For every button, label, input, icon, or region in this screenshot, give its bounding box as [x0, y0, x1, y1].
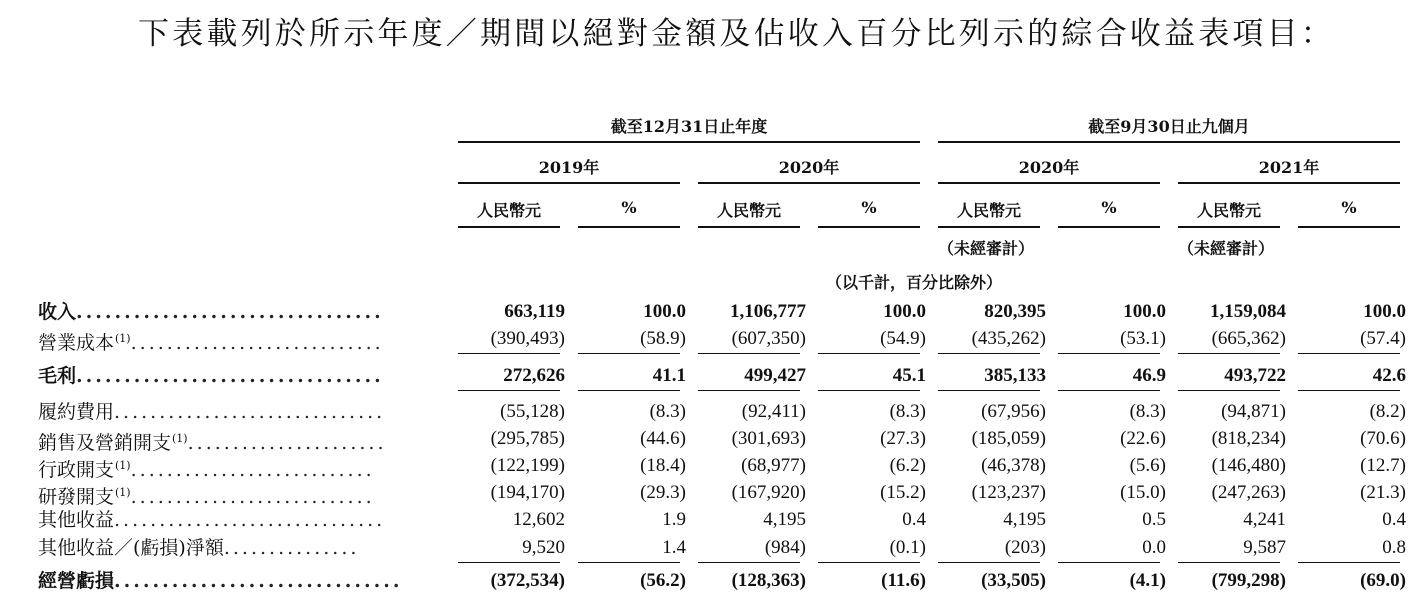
- unit-note: （以千計，百分比除外）: [826, 273, 1003, 292]
- cell-rmb-2020-nine: 820,395: [984, 301, 1046, 322]
- col-header-rmb: 人民幣元: [1196, 201, 1261, 220]
- cell-pct-2020: (15.2): [880, 482, 926, 503]
- col-rule: [698, 226, 800, 228]
- cell-pct-2020-nine: (22.6): [1120, 428, 1166, 449]
- col-rule: [1058, 226, 1160, 228]
- cell-pct-2019: 1.4: [662, 537, 686, 558]
- cell-rmb-2021: (799,298): [1211, 570, 1286, 591]
- cell-pct-2021: 0.4: [1382, 509, 1406, 530]
- cell-pct-2020: 45.1: [892, 365, 926, 386]
- cell-pct-2020: 100.0: [883, 301, 926, 322]
- subtotal-rule: [1298, 390, 1400, 391]
- year-header-2021: 2021年: [1258, 158, 1320, 177]
- cell-pct-2020-nine: (8.3): [1129, 401, 1166, 422]
- group-rule-year-ended: [458, 141, 920, 143]
- row-label-text: 銷售及營銷開支: [38, 432, 172, 454]
- cell-rmb-2019: 663,119: [504, 301, 565, 322]
- cell-rmb-2020: (167,920): [731, 482, 806, 503]
- subtotal-rule: [578, 390, 680, 391]
- cell-pct-2020: (27.3): [880, 428, 926, 449]
- row-label: [38, 300, 384, 324]
- row-label: [38, 454, 375, 482]
- cell-rmb-2019: (122,199): [490, 455, 565, 476]
- cell-pct-2020: (8.3): [889, 401, 926, 422]
- cell-rmb-2020: 4,195: [763, 509, 806, 530]
- leader-dots: ............................: [130, 332, 384, 354]
- cell-rmb-2021: (665,362): [1211, 328, 1286, 349]
- cell-pct-2021: (8.2): [1369, 401, 1406, 422]
- unaudited-note: （未經審計）: [1178, 239, 1275, 258]
- leader-dots: ..............................: [114, 401, 386, 423]
- cell-pct-2020-nine: 0.0: [1142, 537, 1166, 558]
- cell-pct-2019: 1.9: [662, 509, 686, 530]
- cell-pct-2021: 100.0: [1363, 301, 1406, 322]
- subtotal-rule: [458, 562, 560, 563]
- cell-rmb-2020-nine: (123,237): [971, 482, 1046, 503]
- col-header-pct: %: [1341, 198, 1357, 217]
- cell-pct-2020-nine: 100.0: [1123, 301, 1166, 322]
- leader-dots: ...........................: [130, 459, 375, 481]
- cell-pct-2021: 42.6: [1372, 365, 1406, 386]
- cell-pct-2019: (8.3): [649, 401, 686, 422]
- year-header-2020-nine: 2020年: [1018, 158, 1080, 177]
- leader-dots: ................................: [76, 301, 384, 323]
- row-label-text: 毛利: [38, 365, 77, 387]
- subtotal-rule: [698, 353, 800, 354]
- cell-pct-2020: (54.9): [880, 328, 926, 349]
- group-rule-nine-months: [938, 141, 1400, 143]
- year-header-2019: 2019年: [538, 158, 600, 177]
- subtotal-rule: [578, 353, 680, 354]
- leader-dots: ......................: [187, 432, 387, 454]
- row-label-text: 營業成本: [38, 332, 115, 354]
- leader-dots: ..............................: [114, 570, 403, 592]
- cell-rmb-2020-nine: (185,059): [971, 428, 1046, 449]
- year-rule-2020: [698, 182, 920, 184]
- group-header-year-ended: 截至12月31日止年度: [610, 117, 768, 136]
- row-label: [38, 508, 385, 532]
- group-header-nine-months: 截至9月30日止九個月: [1088, 117, 1250, 136]
- subtotal-rule: [818, 390, 920, 391]
- cell-pct-2020: (6.2): [889, 455, 926, 476]
- cell-pct-2020-nine: (4.1): [1129, 570, 1166, 591]
- footnote-marker: (1): [172, 432, 188, 445]
- row-label: [38, 427, 386, 455]
- cell-rmb-2020: (128,363): [731, 570, 806, 591]
- subtotal-rule: [458, 390, 560, 391]
- row-label-text: 履約費用: [38, 401, 115, 423]
- subtotal-rule: [938, 562, 1040, 563]
- col-header-rmb: 人民幣元: [476, 201, 541, 220]
- col-header-rmb: 人民幣元: [956, 201, 1021, 220]
- cell-rmb-2020: (301,693): [731, 428, 806, 449]
- cell-pct-2019: 100.0: [643, 301, 686, 322]
- col-header-pct: %: [1101, 198, 1117, 217]
- cell-pct-2020-nine: 46.9: [1132, 365, 1166, 386]
- year-header-2020: 2020年: [778, 158, 840, 177]
- subtotal-rule: [698, 562, 800, 563]
- cell-pct-2019: (29.3): [640, 482, 686, 503]
- cell-rmb-2020-nine: 4,195: [1003, 509, 1046, 530]
- cell-pct-2021: (12.7): [1360, 455, 1406, 476]
- subtotal-rule: [938, 353, 1040, 354]
- cell-rmb-2021: (146,480): [1211, 455, 1286, 476]
- cell-rmb-2019: (295,785): [490, 428, 565, 449]
- cell-rmb-2019: 9,520: [522, 537, 565, 558]
- col-rule: [938, 226, 1040, 228]
- cell-pct-2020-nine: (15.0): [1120, 482, 1166, 503]
- subtotal-rule: [1178, 562, 1280, 563]
- cell-rmb-2019: (55,128): [500, 401, 565, 422]
- subtotal-rule: [578, 562, 680, 563]
- row-label: [38, 364, 384, 388]
- row-label-text: 收入: [38, 301, 77, 323]
- subtotal-rule: [818, 562, 920, 563]
- subtotal-rule: [698, 390, 800, 391]
- cell-pct-2019: (18.4): [640, 455, 686, 476]
- cell-rmb-2020-nine: 385,133: [984, 365, 1046, 386]
- intro-sentence: 下表載列於所示年度／期間以絕對金額及佔收入百分比列示的綜合收益表項目：: [138, 16, 1335, 52]
- row-label: [38, 400, 385, 424]
- cell-rmb-2021: (247,263): [1211, 482, 1286, 503]
- cell-rmb-2019: 12,602: [512, 509, 565, 530]
- cell-rmb-2021: 1,159,084: [1210, 301, 1286, 322]
- row-label-text: 經營虧損: [38, 570, 115, 592]
- cell-rmb-2020: 1,106,777: [730, 301, 806, 322]
- cell-rmb-2020-nine: (33,505): [981, 570, 1046, 591]
- cell-rmb-2021: (94,871): [1221, 401, 1286, 422]
- cell-pct-2020-nine: 0.5: [1142, 509, 1166, 530]
- cell-rmb-2020: 499,427: [744, 365, 806, 386]
- subtotal-rule: [1058, 353, 1160, 354]
- subtotal-rule: [1178, 353, 1280, 354]
- leader-dots: ...............: [223, 537, 360, 559]
- footnote-marker: (1): [115, 459, 131, 472]
- leader-dots: ..............................: [114, 509, 386, 531]
- col-rule: [458, 226, 560, 228]
- year-rule-2020-nine: [938, 182, 1160, 184]
- cell-pct-2021: (70.6): [1360, 428, 1406, 449]
- col-rule: [578, 226, 680, 228]
- cell-rmb-2020: (92,411): [741, 401, 806, 422]
- row-label: [38, 569, 402, 593]
- cell-rmb-2021: 9,587: [1243, 537, 1286, 558]
- row-label-text: 其他收益／(虧損)淨額: [38, 537, 224, 559]
- unaudited-note: （未經審計）: [938, 239, 1035, 258]
- row-label: [38, 536, 359, 560]
- cell-rmb-2020-nine: (203): [1004, 537, 1046, 558]
- cell-pct-2021: (21.3): [1360, 482, 1406, 503]
- cell-pct-2020: (11.6): [881, 570, 926, 591]
- cell-pct-2020-nine: (5.6): [1129, 455, 1166, 476]
- col-header-rmb: 人民幣元: [716, 201, 781, 220]
- col-header-pct: %: [621, 198, 637, 217]
- cell-rmb-2020: (607,350): [731, 328, 806, 349]
- cell-rmb-2020: (68,977): [741, 455, 806, 476]
- cell-pct-2021: (57.4): [1360, 328, 1406, 349]
- cell-rmb-2020-nine: (435,262): [971, 328, 1046, 349]
- cell-pct-2020: (0.1): [889, 537, 926, 558]
- cell-pct-2021: (69.0): [1360, 570, 1406, 591]
- cell-rmb-2020-nine: (46,378): [981, 455, 1046, 476]
- year-rule-2021: [1178, 182, 1400, 184]
- row-label-text: 行政開支: [38, 459, 115, 481]
- subtotal-rule: [1298, 562, 1400, 563]
- footnote-marker: (1): [115, 486, 131, 499]
- cell-pct-2021: 0.8: [1382, 537, 1406, 558]
- cell-rmb-2021: (818,234): [1211, 428, 1286, 449]
- subtotal-rule: [1058, 562, 1160, 563]
- cell-pct-2019: (58.9): [640, 328, 686, 349]
- cell-pct-2019: (56.2): [640, 570, 686, 591]
- cell-pct-2019: 41.1: [652, 365, 686, 386]
- subtotal-rule: [818, 353, 920, 354]
- cell-pct-2020: 0.4: [902, 509, 926, 530]
- cell-pct-2020-nine: (53.1): [1120, 328, 1166, 349]
- subtotal-rule: [458, 353, 560, 354]
- col-rule: [1178, 226, 1280, 228]
- subtotal-rule: [938, 390, 1040, 391]
- row-label: [38, 481, 375, 509]
- cell-rmb-2020-nine: (67,956): [981, 401, 1046, 422]
- cell-pct-2019: (44.6): [640, 428, 686, 449]
- year-rule-2019: [458, 182, 680, 184]
- cell-rmb-2021: 4,241: [1243, 509, 1286, 530]
- row-label-text: 研發開支: [38, 486, 115, 508]
- cell-rmb-2020: (984): [764, 537, 806, 558]
- col-header-pct: %: [861, 198, 877, 217]
- cell-rmb-2019: (194,170): [490, 482, 565, 503]
- row-label: [38, 327, 384, 355]
- leader-dots: ................................: [76, 365, 384, 387]
- cell-rmb-2019: (372,534): [490, 570, 565, 591]
- subtotal-rule: [1058, 390, 1160, 391]
- cell-rmb-2019: (390,493): [490, 328, 565, 349]
- row-label-text: 其他收益: [38, 509, 115, 531]
- cell-rmb-2021: 493,722: [1224, 365, 1286, 386]
- subtotal-rule: [1178, 390, 1280, 391]
- cell-rmb-2019: 272,626: [503, 365, 565, 386]
- col-rule: [818, 226, 920, 228]
- leader-dots: ...........................: [130, 486, 375, 508]
- subtotal-rule: [1298, 353, 1400, 354]
- footnote-marker: (1): [115, 332, 131, 345]
- col-rule: [1298, 226, 1400, 228]
